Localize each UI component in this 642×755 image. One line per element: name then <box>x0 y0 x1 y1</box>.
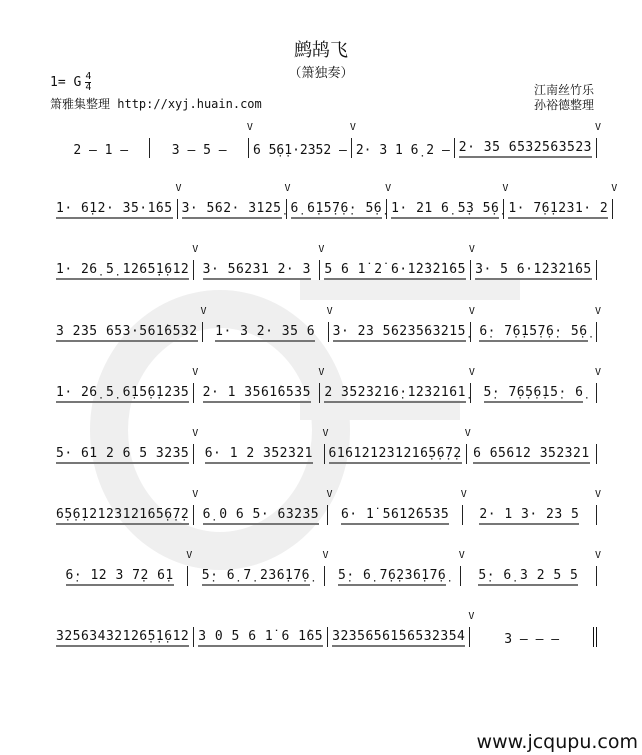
breath-mark: V <box>594 367 602 378</box>
score-row <box>52 183 618 219</box>
measure <box>329 306 475 342</box>
score-row <box>52 306 602 342</box>
score-row <box>52 122 602 158</box>
measure-notes: 3 0 5 6 1̇ 6 1̇65 <box>198 629 323 647</box>
breath-mark: V <box>460 489 467 500</box>
breath-mark: V <box>594 489 601 500</box>
breath-mark: V <box>468 367 475 378</box>
measure <box>287 183 392 219</box>
breath-mark: V <box>192 244 199 255</box>
breath-mark: V <box>458 550 465 561</box>
measure-notes: 2· 35 6532563523 <box>459 140 592 158</box>
breath-mark: V <box>192 489 199 500</box>
measure <box>203 306 333 342</box>
footer-watermark: www.jcqupu.com <box>476 731 638 753</box>
score-row <box>52 611 597 647</box>
breath-mark: V <box>192 428 199 439</box>
subtitle: （箫独奏） <box>288 66 354 81</box>
key-signature <box>50 72 91 93</box>
measure-notes: 3· 562· 3125̣ <box>182 201 282 219</box>
breath-mark: V <box>200 306 207 317</box>
breath-mark: V <box>349 122 356 133</box>
measure-notes: 6̣· 7̣6̣15̣7̣6̣· 5̣6̣ <box>479 324 587 342</box>
breath-mark: V <box>468 306 475 317</box>
watermark-bar <box>300 400 460 420</box>
measure-notes: 3 – – – <box>504 632 560 647</box>
breath-mark: V <box>594 550 601 561</box>
measure-notes: 3 235 653·561̇6532 <box>56 324 198 342</box>
measure <box>188 550 329 586</box>
measure-notes: 1· 26̣ 5̣ 1265̣̣1̣612 <box>56 262 189 280</box>
breath-mark: V <box>284 183 291 194</box>
measure <box>325 428 471 464</box>
measure <box>325 550 465 586</box>
credit-arranger: 孙裕德整理 <box>533 98 594 112</box>
watermark-bar <box>300 280 520 300</box>
measure <box>471 367 602 403</box>
measure <box>194 627 328 647</box>
measure-notes: 2· 1 3· 23 5 <box>479 507 579 525</box>
measure-notes: 6̣· 12 3 7̣2 6̣1 <box>66 568 174 586</box>
measure <box>471 260 597 280</box>
measure-notes: 616121231216̣5̣6̣7̣2 <box>329 446 462 464</box>
measure-notes: 5̣· 6̣ 7̣ 236̣17̣6̣ <box>202 568 310 586</box>
source-line <box>50 95 262 112</box>
measure <box>387 183 509 219</box>
measure-notes: 2 3523216̣·1232161̣ <box>324 385 466 403</box>
measure <box>52 306 207 342</box>
measure-notes: 3· 56231 2· 3 <box>203 262 311 280</box>
measure <box>52 550 193 586</box>
breath-mark: V <box>192 367 199 378</box>
measure-notes: 6̣ 6̣15̣7̣6̣· 5̣6̣ <box>291 201 383 219</box>
breath-mark: V <box>326 489 333 500</box>
measure-notes: 5̣· 6̣ 7̣6̣236̣17̣6̣ <box>338 568 446 586</box>
measure-notes: 1· 6̣12· 35·1̇65 <box>56 201 173 219</box>
measure <box>504 183 618 219</box>
measure-notes: 1· 3 2· 35 6 <box>215 324 315 342</box>
breath-mark: V <box>186 550 193 561</box>
breath-mark: V <box>594 306 602 317</box>
measure <box>463 489 601 525</box>
measure <box>52 489 199 525</box>
breath-mark: V <box>246 122 253 133</box>
measure <box>320 244 475 280</box>
measure <box>328 489 467 525</box>
measure <box>455 122 602 158</box>
measure <box>352 138 455 158</box>
measure <box>194 489 333 525</box>
measure-notes: 6· 1̇ 561̇2̇6535 <box>341 507 449 525</box>
breath-mark: V <box>326 306 333 317</box>
measure <box>471 306 602 342</box>
breath-mark: V <box>502 183 509 194</box>
measure-notes: 6 65612 352321 <box>473 446 590 464</box>
measure <box>461 550 601 586</box>
measure-notes: 3 – 5 – <box>171 143 227 158</box>
breath-mark: V <box>318 244 325 255</box>
breath-mark: V <box>464 428 471 439</box>
measure <box>194 367 325 403</box>
breath-mark: V <box>468 611 475 622</box>
measure-notes: 32356561̇56532354 <box>332 629 465 647</box>
source-url: http://xyj.huain.com <box>117 97 262 111</box>
measure <box>150 122 253 158</box>
measure <box>467 444 597 464</box>
breath-mark: V <box>322 550 329 561</box>
measure-notes: 3· 23 5623563215̣ <box>333 324 466 342</box>
measure-notes: 1· 21 6̣ 5̣3 5̣6̣ <box>391 201 499 219</box>
time-top: 4 <box>85 71 92 82</box>
credits <box>534 83 594 113</box>
measure <box>194 244 325 280</box>
credit-genre: 江南丝竹乐 <box>533 83 594 97</box>
measure-notes: 5· 61 2 6 5 3235 <box>56 446 189 464</box>
measure-notes: 32563432126̣5̣1̣612 <box>56 629 189 647</box>
source-label: 箫雅集整理 <box>50 97 111 111</box>
measure <box>52 367 199 403</box>
measure-notes: 2· 1 3561̇6535 <box>203 385 311 403</box>
measure <box>52 428 199 464</box>
measure-notes: 1· 26̣ 5̣ 6̣15̣6̣1235 <box>56 385 189 403</box>
score-row <box>52 244 597 280</box>
measure-notes: 1· 7̣6̣1231· 2 <box>508 201 608 219</box>
measure <box>194 428 329 464</box>
measure <box>328 611 475 647</box>
page-title: 鹧鸪飞 <box>294 40 348 61</box>
measure-notes: 5̣· 7̣6̣5̣6̣15̣· 6̣ <box>484 385 584 403</box>
measure-notes: 2 – 1 – <box>73 143 129 158</box>
measure-notes: 6̣5̣6̣1212312165̣6̣7̣2 <box>56 507 189 525</box>
measure <box>178 183 291 219</box>
measure-notes: 6· 1 2 352321 <box>205 446 313 464</box>
measure <box>52 244 199 280</box>
measure <box>52 138 150 158</box>
measure-notes: 2· 3 1 6̣ 2 – <box>355 143 450 158</box>
measure <box>52 627 194 647</box>
score-row <box>52 489 601 525</box>
breath-mark: V <box>318 367 325 378</box>
measure <box>470 627 597 647</box>
measure-notes: 5̣· 6̣ 3 2 5 5 <box>478 568 578 586</box>
measure <box>320 367 475 403</box>
measure-notes: 5 6 1̇ 2̇ 6·1̇2̇3̇2̇1̇65 <box>324 262 466 280</box>
breath-mark: V <box>175 183 182 194</box>
time-signature <box>85 72 91 93</box>
measure <box>52 183 182 219</box>
breath-mark: V <box>385 183 392 194</box>
measure <box>249 122 356 158</box>
measure-notes: 6 5̣6̣1·2352 – <box>252 143 347 158</box>
breath-mark: V <box>594 122 602 133</box>
breath-mark: V <box>468 244 475 255</box>
breath-mark: V <box>611 183 618 194</box>
measure-notes: 3· 5 6·1̇2̇3̇2̇1̇65 <box>475 262 592 280</box>
measure-notes: 6̣ 0 6 5· 63235 <box>203 507 320 525</box>
key: 1= G <box>50 75 82 90</box>
score-row <box>52 428 597 464</box>
breath-mark: V <box>322 428 329 439</box>
score-row <box>52 367 602 403</box>
time-bottom: 4 <box>85 82 92 93</box>
score-row <box>52 550 601 586</box>
